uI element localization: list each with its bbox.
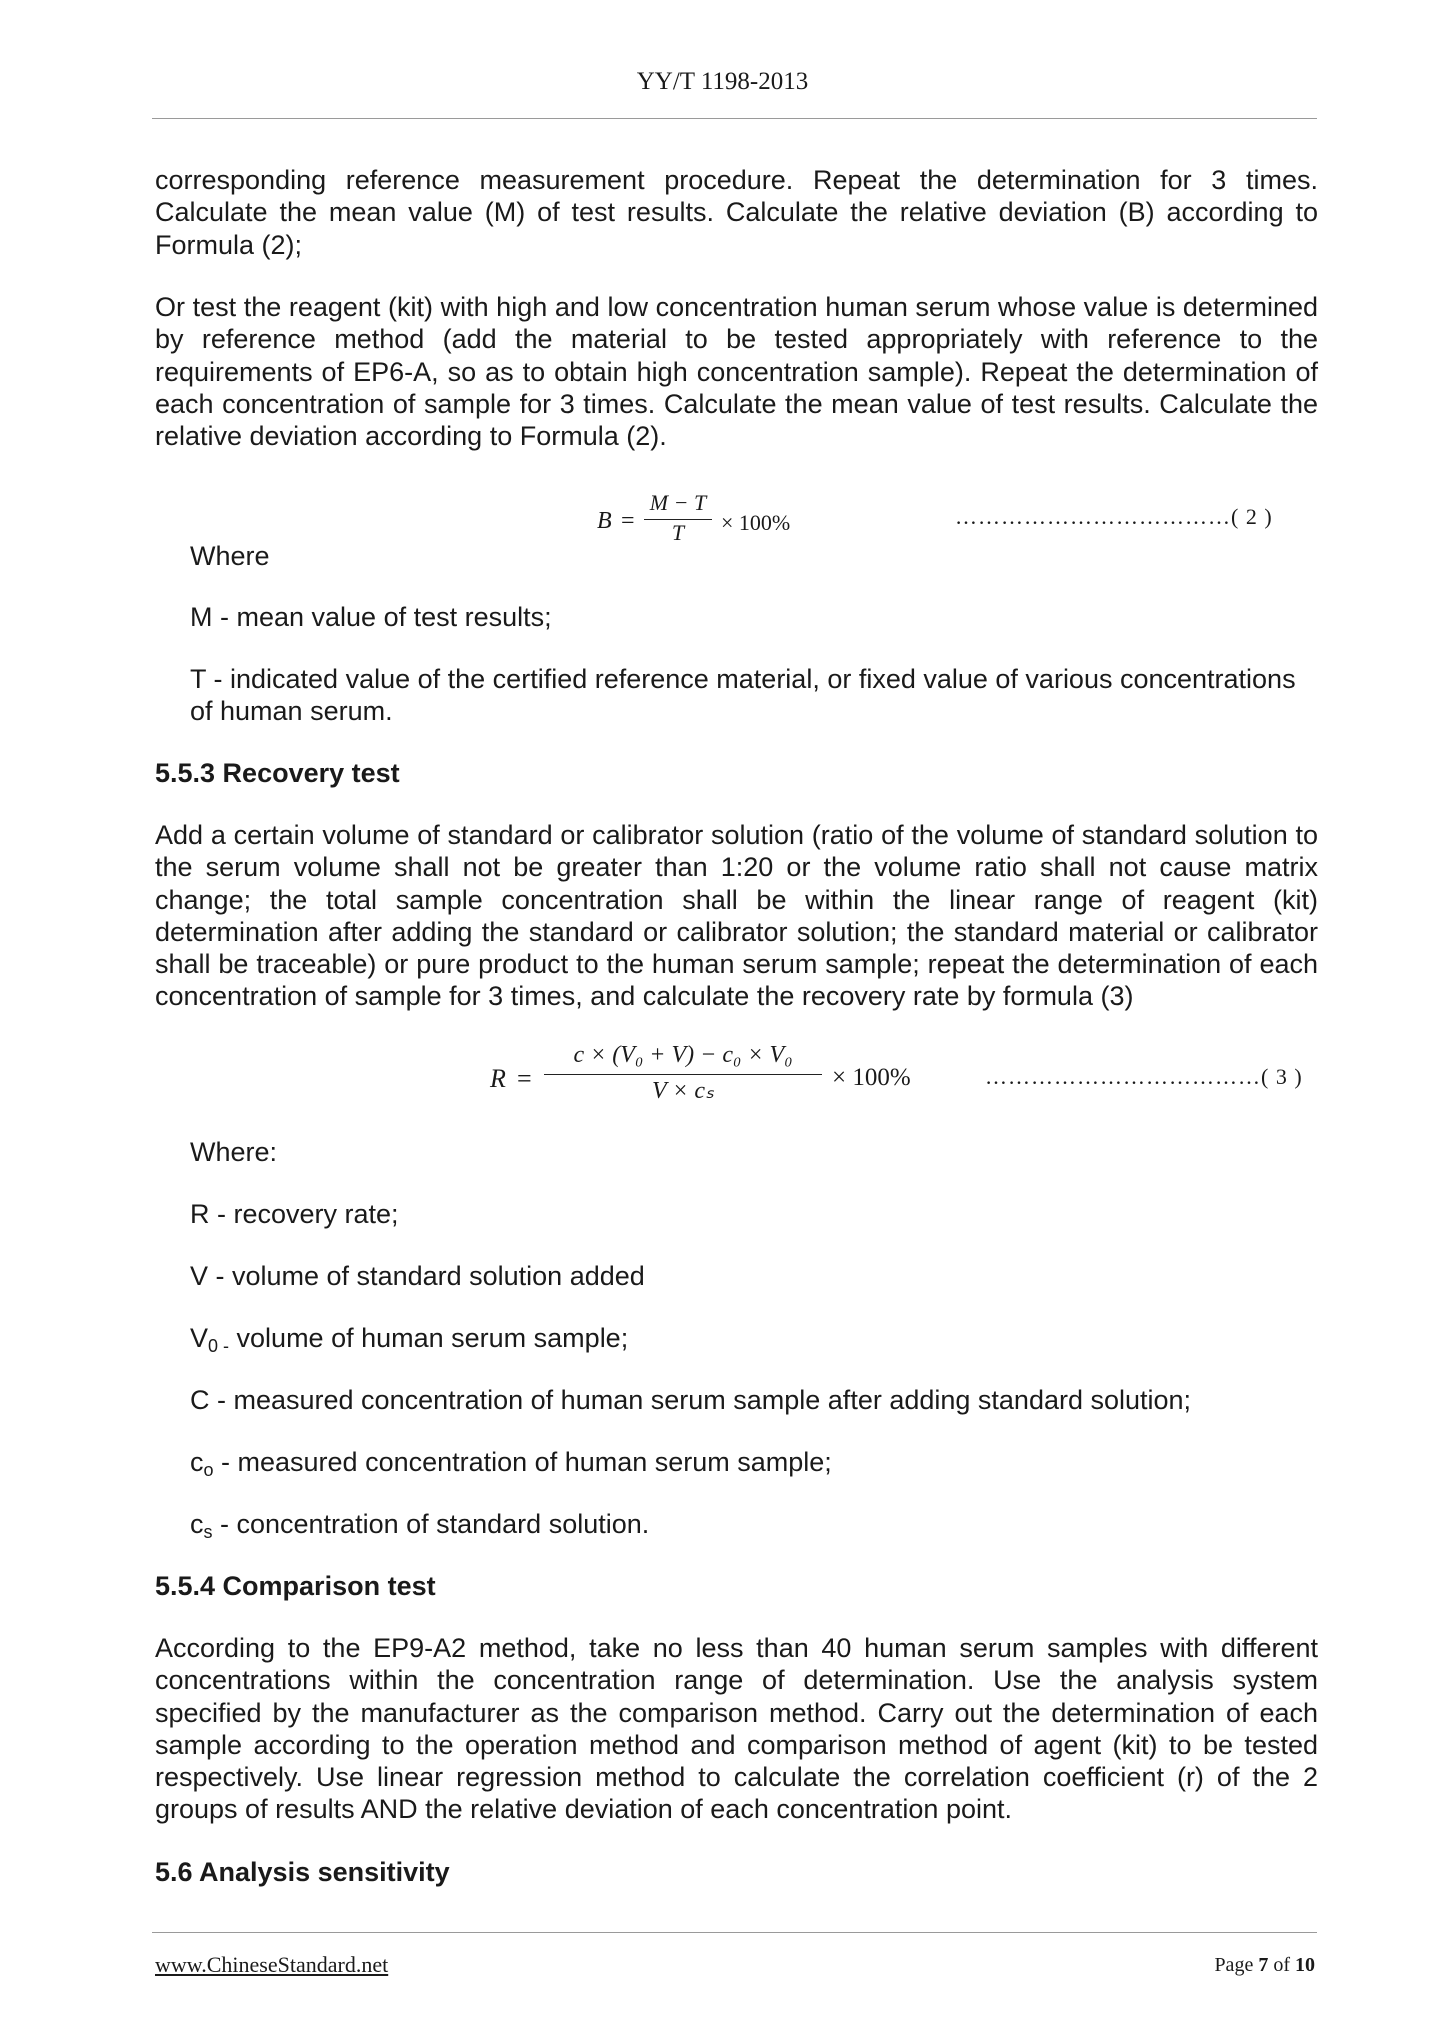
formula-2-numerator: M − T: [649, 490, 707, 515]
where-label-1: Where: [190, 541, 270, 571]
definition-co: [190, 1446, 832, 1486]
definition-co-text: - measured concentration of human serum sample;: [213, 1447, 832, 1477]
definition-co-subscript: o: [203, 1460, 214, 1480]
definition-cs-symbol: c: [190, 1509, 204, 1539]
formula-2-number: ………………………………( 2 ): [955, 504, 1273, 529]
definition-T: T - indicated value of the certified reference material, or fixed value of various concentrations of human serum.: [190, 664, 1296, 727]
definition-C: C - measured concentration of human serum sample after adding standard solution;: [190, 1385, 1192, 1415]
paragraph-2: Or test the reagent (kit) with high and low concentration human serum whose value is determined by reference method (add the material to be tested appropriately with reference to the requirements of EP6-A, so as to obtain high concentration sample). Repeat the determination of each concentration of sample for 3 times. Calculate the mean value of test results. Calculate the relative deviation according to Formula (2).: [155, 292, 1318, 452]
definition-V0-symbol: V: [190, 1323, 209, 1353]
section-heading-5-6: 5.6 Analysis sensitivity: [155, 1857, 450, 1887]
formula-2-equals: =: [621, 508, 635, 534]
formula-2-denominator: T: [671, 520, 685, 545]
formula-3-fraction-bar: [544, 1074, 822, 1075]
header-rule: [152, 118, 1317, 119]
section-heading-5-5-4: 5.5.4 Comparison test: [155, 1571, 436, 1601]
document-id-header: YY/T 1198-2013: [636, 68, 809, 95]
paragraph-1: corresponding reference measurement procedure. Repeat the determination for 3 times. Calculate the mean value (M) of test results. Calculate the relative deviation (B) according to Formula (2);: [155, 165, 1318, 260]
definition-V: V - volume of standard solution added: [190, 1261, 645, 1291]
website-link[interactable]: www.ChineseStandard.net: [155, 1952, 389, 1977]
definition-co-symbol: c: [190, 1447, 204, 1477]
footer-rule: [152, 1932, 1317, 1933]
definition-cs-text: - concentration of standard solution.: [212, 1509, 650, 1539]
paragraph-3: Add a certain volume of standard or calibrator solution (ratio of the volume of standard solution to the serum volume shall not be greater than 1:20 or the volume ratio shall not cause matrix change; the total sample concentration shall be within the linear range of reagent (kit) determination after adding the standard or calibrator solution; the standard material or calibrator shall be traceable) or pure product to the human serum sample; repeat the determination of each concentration of sample for 3 times, and calculate the recovery rate by formula (3): [155, 820, 1318, 1012]
page-number: [1214, 1954, 1315, 1977]
page-number-total: 10: [1295, 1954, 1315, 1976]
formula-3-number: ………………………………( 3 ): [985, 1064, 1303, 1089]
paragraph-4: According to the EP9-A2 method, take no less than 40 human serum samples with different concentrations within the concentration range of determination. Use the analysis system specified by the manufacturer as the comparison method. Carry out the determination of each sample according to the operation method and comparison method of agent (kit) to be tested respectively. Use linear regression method to calculate the correlation coefficient (r) of the 2 groups of results AND the relative deviation of each concentration point.: [155, 1633, 1318, 1825]
definition-R: R - recovery rate;: [190, 1199, 399, 1229]
formula-3-factor: × 100%: [832, 1064, 911, 1091]
formula-2-lhs: B: [597, 508, 612, 534]
formula-3-lhs: R: [490, 1064, 506, 1093]
section-heading-5-5-3: 5.5.3 Recovery test: [155, 758, 400, 788]
formula-2-factor: × 100%: [721, 510, 791, 535]
page-number-current: 7: [1258, 1954, 1269, 1976]
definition-V0-text: volume of human serum sample;: [229, 1323, 629, 1353]
formula-3: [490, 1042, 950, 1112]
formula-3-numerator: c × (V₀ + V) − c₀ × V₀: [573, 1042, 793, 1068]
where-label-2: Where:: [190, 1137, 278, 1167]
formula-3-denominator: V × cₛ: [651, 1078, 715, 1104]
page-number-of: of: [1268, 1954, 1295, 1976]
formula-3-equals: =: [517, 1064, 532, 1093]
definition-V0: [190, 1322, 628, 1362]
definition-M: M - mean value of test results;: [190, 602, 552, 632]
page-number-prefix: Page: [1214, 1954, 1259, 1976]
formula-2: [597, 490, 837, 550]
definition-cs-subscript: s: [203, 1522, 213, 1542]
definition-V0-subscript: 0 -: [208, 1336, 230, 1356]
definition-cs: [190, 1508, 649, 1548]
